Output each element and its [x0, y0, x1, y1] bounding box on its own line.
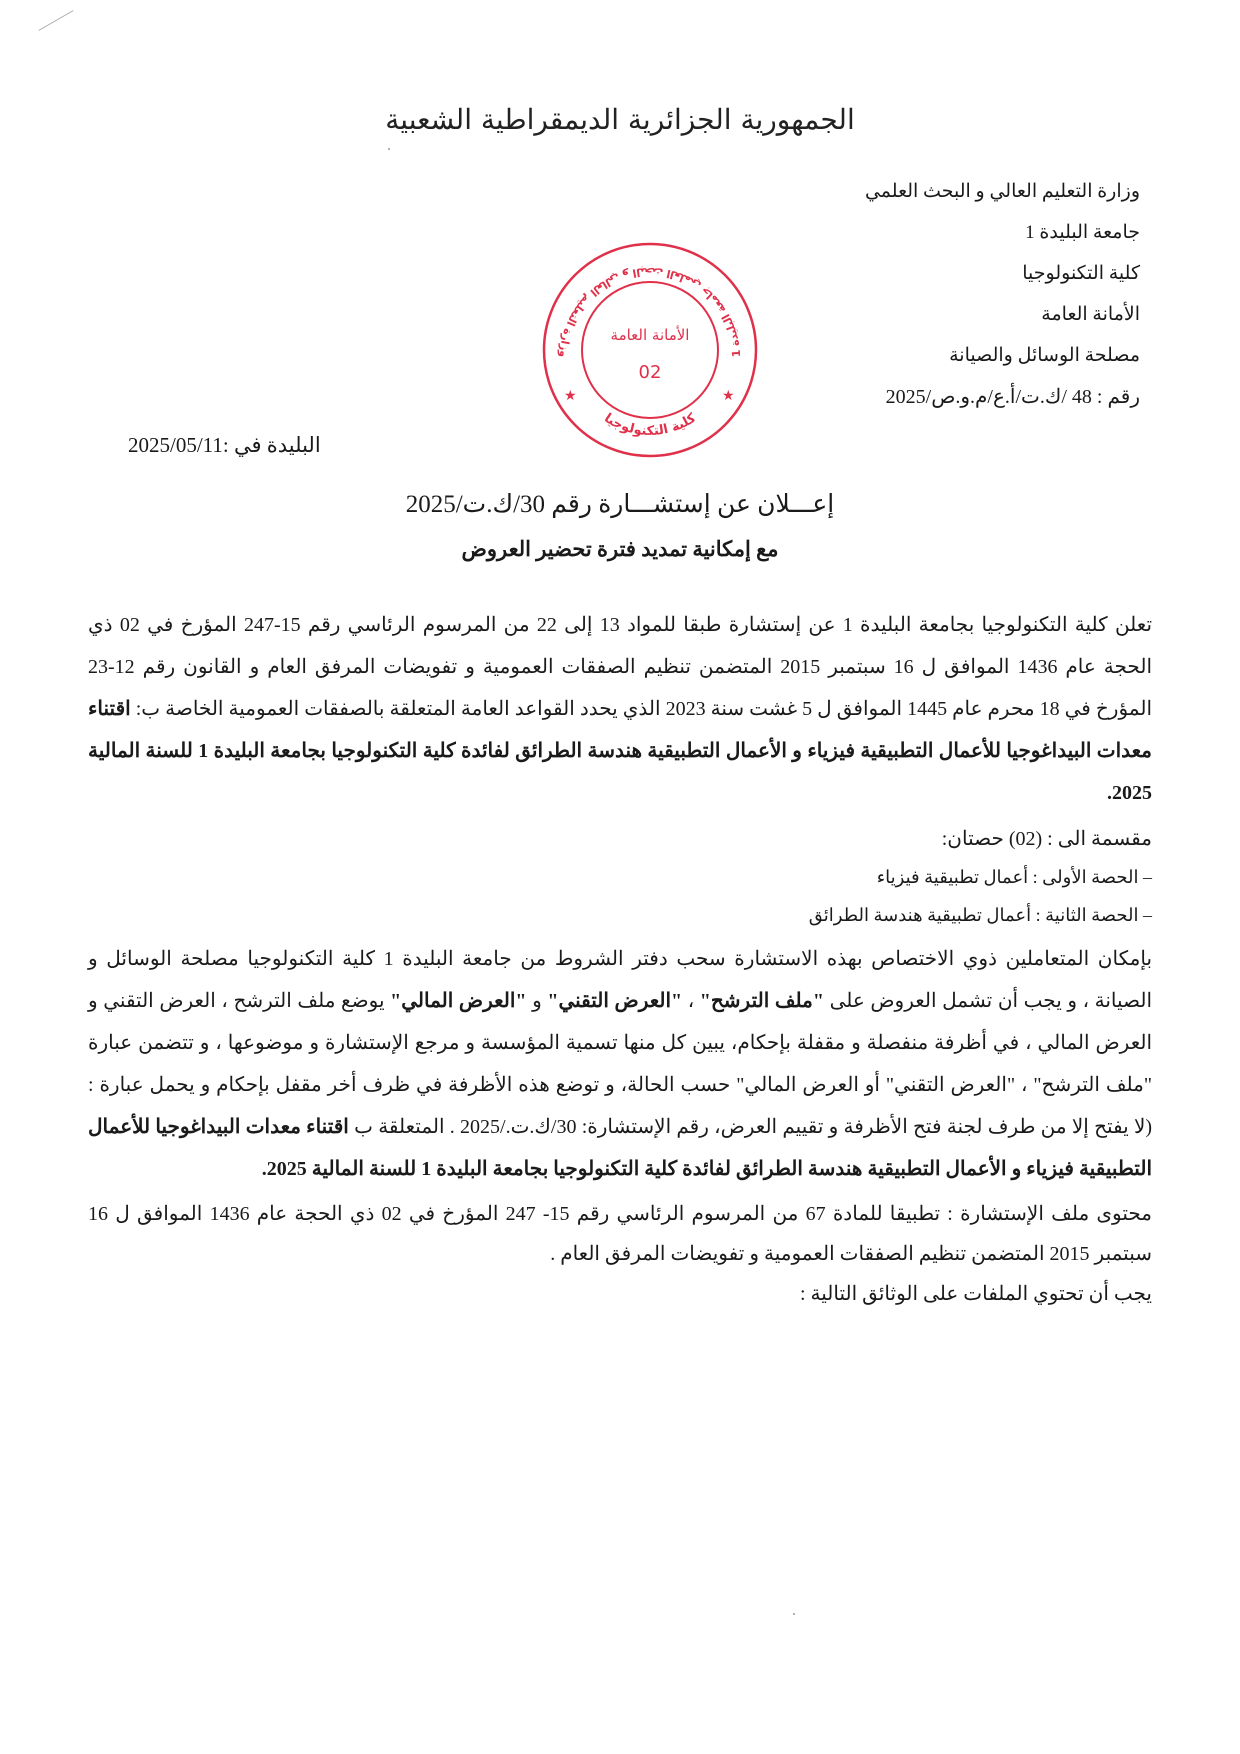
subject-bold-cont: الطرائق لفائدة كلية التكنولوجيا بجامعة البليدة 1 للسنة المالية 2025. [261, 1158, 803, 1180]
bold-term: "العرض المالي" [390, 990, 527, 1012]
reference-number: رقم : 48 /ك.ت/أ.ع/م.و.ص/2025 [885, 386, 1140, 408]
stamp-bottom-text: كلية التكنولوجيا [601, 410, 699, 439]
subject-prefix: بالصفقات العمومية الخاصة ب: [135, 698, 385, 720]
stamp-center-title: الأمانة العامة [610, 326, 690, 344]
announcement-title: إعـــلان عن إستشـــارة رقم 30/ك.ت/2025 [405, 491, 835, 518]
text-run: يوضع [341, 990, 385, 1012]
lot-item: – الحصة الثانية : أعمال تطبيقية هندسة الطرائق [808, 905, 1152, 925]
text-run: مصلحة الوسائل و الصيانة ، و يجب أن تشمل العروض على [88, 948, 1153, 1012]
lots-intro: مقسمة الى : (02) حصتان: [941, 828, 1152, 850]
subject-bold: اقتناء معدات البيداغوجيا للأعمال التطبيقية فيزياء و الأعمال التطبيقية هندسة [88, 1116, 1152, 1180]
stamp-ring-text: وزارة التعليم العالي و البحث العلمي جامعة البليدة 1 [556, 264, 744, 358]
stamp-seal-icon [540, 240, 760, 460]
service-name: مصلحة الوسائل والصيانة [949, 345, 1140, 366]
paragraph-line: الموافق ل 16 سبتمبر 2015 المتضمن تنظيم الصفقات العمومية و تفويضات المرفق العام . [88, 1203, 1152, 1265]
republic-heading: الجمهورية الجزائرية الديمقراطية الشعبية [385, 103, 855, 136]
ministry-name: وزارة التعليم العالي و البحث العلمي [864, 181, 1140, 202]
announcement-subtitle: مع إمكانية تمديد فترة تحضير العروض [461, 537, 779, 561]
text-run: و [532, 990, 542, 1012]
scan-speck [388, 148, 390, 150]
lot-item: – الحصة الأولى : أعمال تطبيقية فيزياء [876, 867, 1152, 887]
university-name: جامعة البليدة 1 [1025, 222, 1140, 243]
paragraph-line: القانون رقم 12-23 المؤرخ في 18 محرم عام 1445 الموافق ل 5 غشت سنة 2023 الذي يحدد القواعد العامة المتعلقة [88, 656, 1153, 720]
stamp-star-icon: ★ [722, 389, 735, 404]
stamp-center-number: 02 [638, 362, 662, 383]
paragraph-line: تعلن كلية التكنولوجيا بجامعة البليدة 1 عن إستشارة طبقا للمواد 13 إلى 22 من المرسوم الرئاسي رقم 15-247 المؤرخ في [147, 614, 1153, 636]
paragraph-submission [88, 938, 1152, 1190]
consultation-ref: 30/ك.ت./2025 . المتعلقة ب [354, 1116, 577, 1138]
faculty-name: كلية التكنولوجيا [1022, 263, 1140, 284]
subject-bold: اقتناء معدات البيداغوجيا للأعمال التطبيقية فيزياء و الأعمال التطبيقية هندسة الطرائق [88, 698, 1152, 762]
paragraph-line: محتوى ملف الإستشارة : تطبيقا للمادة 67 من المرسوم الرئاسي رقم 15- 247 المؤرخ في 02 ذي الحجة عام 1436 [209, 1203, 1153, 1225]
paragraph-line: الإستشارة و موضوعها ، و تتضمن عبارة "ملف الترشح" ، "العرض التقني" أو العرض المالي" حسب الحالة، و توضع هذه [88, 1032, 1153, 1096]
paragraph-line: ملف الترشح ، العرض التقني و العرض المالي ، في أظرفة منفصلة و مقفلة بإحكام، يبين كل منها تسمية المؤسسة و مرجع [88, 990, 1153, 1054]
bold-term: "ملف الترشح" [699, 990, 824, 1012]
letterhead-row [0, 178, 1240, 474]
paragraph-line: بإمكان المتعاملين ذوي الاختصاص بهذه الاستشارة سحب دفتر الشروط من جامعة البليدة 1 كلية التكنولوجيا [247, 948, 1153, 970]
paragraph-line: الأظرفة في ظرف أخر مقفل بإحكام و يحمل عبارة : (لا يفتح إلا من طرف لجنة فتح الأظرفة و تقييم العرض، رقم الإستشارة: [88, 1074, 1153, 1138]
paragraph-consultation [88, 604, 1152, 814]
scan-speck [793, 1613, 795, 1615]
svg-text:كلية التكنولوجيا [601, 411, 699, 439]
subject-bold-cont: لفائدة كلية التكنولوجيا بجامعة البليدة 1 للسنة المالية 2025. [88, 740, 1152, 804]
bold-term: "العرض التقني" [547, 990, 683, 1012]
letterhead [740, 178, 1140, 424]
official-stamp [540, 240, 760, 460]
lots-section [88, 820, 1152, 934]
paragraph-line: 02 ذي الحجة عام 1436 الموافق ل 16 سبتمبر 2015 المتضمن تنظيم الصفقات العمومية و تفويضات المرفق العام و [88, 614, 1152, 678]
stamp-star-icon: ★ [564, 389, 577, 404]
place-date: البليدة في :2025/05/11 [128, 433, 321, 457]
secretariat-name: الأمانة العامة [1041, 304, 1140, 325]
text-run: ، [687, 990, 695, 1012]
paragraph-file-contents [88, 1194, 1152, 1314]
paragraph-line: يجب أن تحتوي الملفات على الوثائق التالية : [799, 1283, 1152, 1305]
